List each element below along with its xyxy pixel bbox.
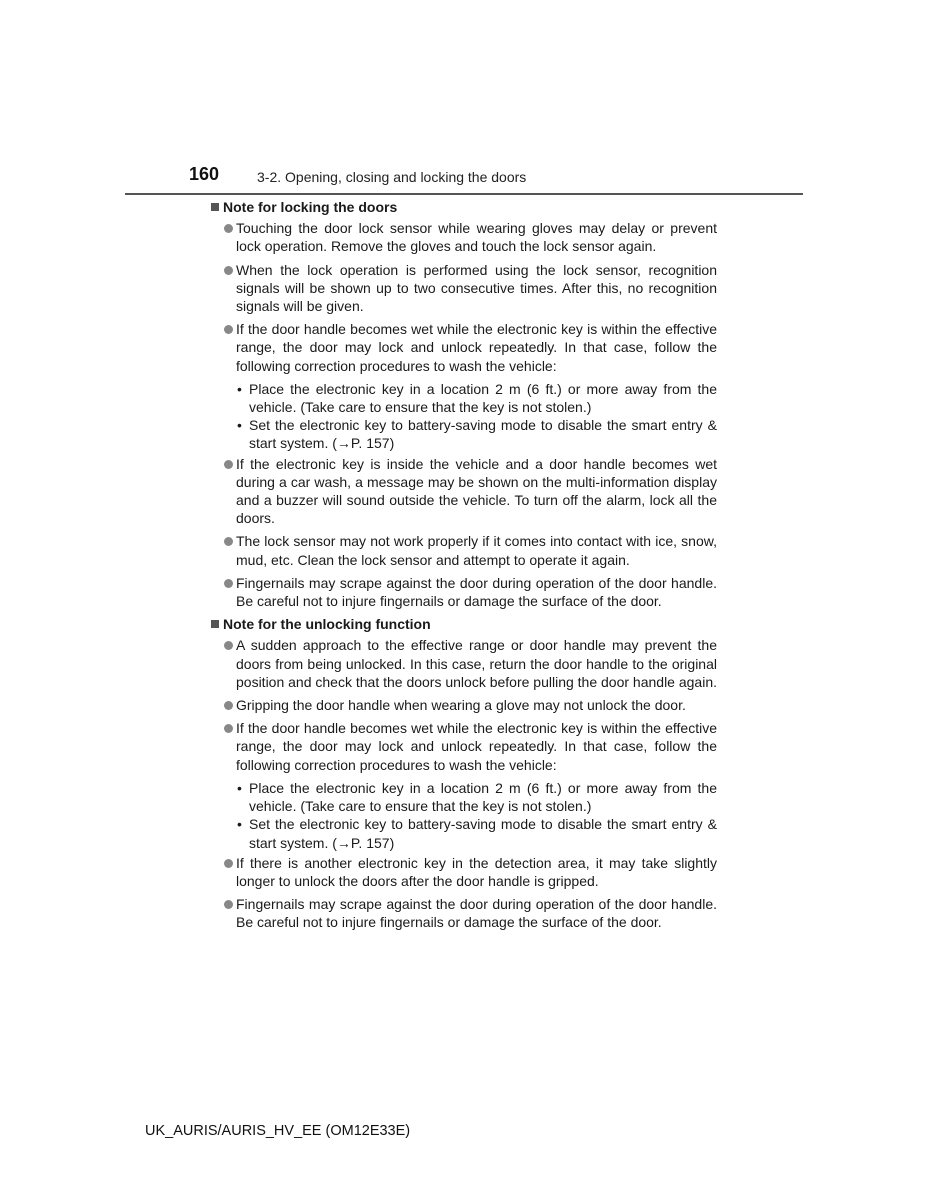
circle-bullet-icon <box>224 859 233 868</box>
list-item-text: Fingernails may scrape against the door during operation of the door handle. Be careful not to injure fingernails or damage the surface of the door. <box>236 574 717 610</box>
list-item <box>236 854 717 890</box>
circle-bullet-icon <box>224 266 233 275</box>
sub-list <box>211 779 717 852</box>
list-item-text: When the lock operation is performed using the lock sensor, recognition signals will be shown up to two consecutive times. After this, no recognition signals will be given. <box>236 261 717 315</box>
sub-list-item <box>237 380 717 416</box>
circle-bullet-icon <box>224 900 233 909</box>
list-item <box>236 636 717 691</box>
circle-bullet-icon <box>224 325 233 334</box>
document-code: UK_AURIS/AURIS_HV_EE (OM12E33E) <box>145 1123 411 1139</box>
section-heading-locking <box>211 198 717 216</box>
sub-list-item-text: Set the electronic key to battery-saving mode to disable the smart entry & start system. (→P. 157) <box>249 417 717 452</box>
sub-list-item-text: Set the electronic key to battery-saving mode to disable the smart entry & start system. (→P. 157) <box>249 816 717 851</box>
list-item-text: Gripping the door handle when wearing a glove may not unlock the door. <box>236 697 686 714</box>
list-item <box>236 320 717 375</box>
section-heading-text: Note for the unlocking function <box>223 616 431 633</box>
sub-list-item-text: Place the electronic key in a location 2 m (6 ft.) or more away from the vehicle. (Take care to ensure that the key is not stolen.) <box>249 380 717 416</box>
list-item <box>236 574 717 610</box>
circle-bullet-icon <box>224 579 233 588</box>
list-item-text: If the door handle becomes wet while the electronic key is within the effective range, the door may lock and unlock repeatedly. In that case, follow the following correction procedures to wash the vehicle: <box>236 720 717 773</box>
list-item-text: The lock sensor may not work properly if it comes into contact with ice, snow, mud, etc. Clean the lock sensor and attempt to operate it again. <box>236 533 717 568</box>
list-item-text: If there is another electronic key in the detection area, it may take slightly longer to unlock the doors after the door handle is gripped. <box>236 854 717 889</box>
circle-bullet-icon <box>224 724 233 733</box>
list-item-text: Touching the door lock sensor while wearing gloves may delay or prevent lock operation. Remove the gloves and touch the lock sensor again. <box>236 220 717 255</box>
list-item <box>236 219 717 255</box>
section-heading-text: Note for locking the doors <box>223 199 398 215</box>
sub-list-item <box>237 779 717 815</box>
square-bullet-icon <box>211 620 219 628</box>
circle-bullet-icon <box>224 537 233 546</box>
dot-bullet-icon: • <box>237 779 242 796</box>
sub-list-item <box>237 416 717 452</box>
list-item-text: Fingernails may scrape against the door during operation of the door handle. Be careful not to injure fingernails or damage the surface of the door. <box>236 896 717 931</box>
list-item <box>236 455 717 528</box>
list-item <box>236 696 717 714</box>
list-item <box>236 532 717 568</box>
circle-bullet-icon <box>224 701 233 710</box>
section-heading-unlocking <box>211 615 717 633</box>
circle-bullet-icon <box>224 641 233 650</box>
dot-bullet-icon: • <box>237 380 242 397</box>
dot-bullet-icon: • <box>237 417 242 434</box>
list-item-text: A sudden approach to the effective range or door handle may prevent the doors from being unlocked. In this case, return the door handle to the original position and check that the doors unlock before pulling the door handle again. <box>236 637 718 690</box>
page-content <box>211 198 717 937</box>
section-title: 3-2. Opening, closing and locking the doors <box>257 169 527 185</box>
page-number: 160 <box>189 164 220 184</box>
sub-list <box>211 380 717 453</box>
square-bullet-icon <box>211 203 219 211</box>
list-item-text: If the door handle becomes wet while the electronic key is within the effective range, the door may lock and unlock repeatedly. In that case, follow the following correction procedures to wash the vehicle: <box>236 321 717 374</box>
list-item <box>236 895 717 931</box>
circle-bullet-icon <box>224 224 233 233</box>
sub-list-item-text: Place the electronic key in a location 2 m (6 ft.) or more away from the vehicle. (Take care to ensure that the key is not stolen.) <box>249 779 717 815</box>
sub-list-item <box>237 815 717 851</box>
list-item <box>236 719 717 774</box>
list-item-text: If the electronic key is inside the vehicle and a door handle becomes wet during a car wash, a message may be shown on the multi-information display and a buzzer will sound outside the vehicle. To turn off the alarm, lock all the doors. <box>236 455 717 527</box>
dot-bullet-icon: • <box>237 816 242 833</box>
list-item <box>236 261 717 316</box>
page-header <box>125 162 803 195</box>
circle-bullet-icon <box>224 460 233 469</box>
